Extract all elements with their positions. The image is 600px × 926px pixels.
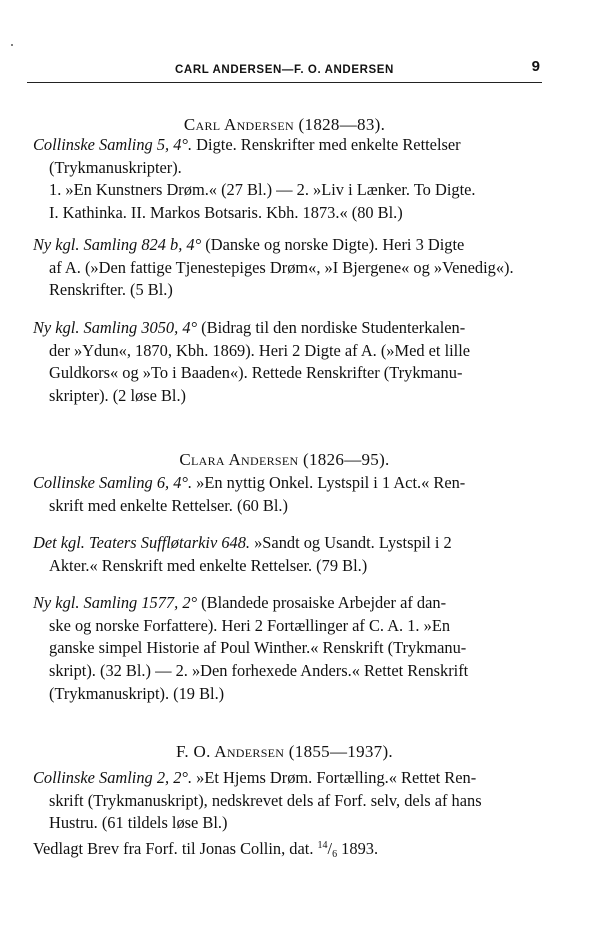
header-rule [27,82,542,83]
section-heading-f-o-andersen: F. O. Andersen (1855—1937). [176,742,393,761]
stray-ink-mark [11,44,13,46]
entry-line: (Trykmanuskript). (19 Bl.) [49,683,225,703]
entry-collinske-6 [33,472,543,517]
entry-line: Akter.« Renskrift med enkelte Rettelser. (79 Bl.) [49,555,368,575]
entry-ny-kgl-1577 [33,592,543,705]
entry-line: (Trykmanuskripter). [49,157,182,177]
section-heading-carl-andersen: Carl Andersen (1828—83). [183,115,386,134]
source-reference: Collinske Samling 6, 4°. [33,473,193,492]
entry-line: Ny kgl. Samling 3050, 4° (Bidrag til den nordiske Studenterkalen- [33,318,466,337]
entry-line: skripter). (2 løse Bl.) [49,386,187,406]
entry-line: Collinske Samling 2, 2°. »Et Hjems Drøm. Fortælling.« Rettet Ren- [33,768,477,787]
entry-line: ske og norske Forfattere). Heri 2 Fortællinger af C. A. 1. »En [49,615,451,635]
entry-line: af A. (»Den fattige Tjenestepiges Drøm«, »I Bjergene« og »Venedig«). [49,257,514,277]
page-number: 9 [531,58,540,75]
entry-line: skrift med enkelte Rettelser. (60 Bl.) [49,495,288,515]
entry-line: Ny kgl. Samling 1577, 2° (Blandede prosaiske Arbejder af dan- [33,593,447,612]
source-reference: Collinske Samling 5, 4°. [33,135,193,154]
date-day-superscript: 14 [317,840,328,852]
entry-line: Guldkors« og »To i Baaden«). Rettede Renskrifter (Trykmanu- [49,363,463,383]
entry-line: Hustru. (61 tildels løse Bl.) [49,813,228,833]
source-reference: Ny kgl. Samling 1577, 2° [33,593,198,612]
running-head [27,58,542,80]
entry-line: ganske simpel Historie af Poul Winther.« Renskrift (Trykmanu- [49,638,467,658]
entry-ny-kgl-824b [33,234,543,302]
entry-line: 1. »En Kunstners Drøm.« (27 Bl.) — 2. »Liv i Lænker. To Digte. [49,180,476,200]
source-reference: Ny kgl. Samling 3050, 4° [33,318,198,337]
source-reference: Ny kgl. Samling 824 b, 4° [33,235,202,254]
entry-line: Renskrifter. (5 Bl.) [49,280,173,300]
entry-line: Collinske Samling 6, 4°. »En nyttig Onkel. Lystspil i 1 Act.« Ren- [33,473,466,492]
entry-ny-kgl-3050 [33,317,543,408]
entry-line: Collinske Samling 5, 4°. Digte. Renskrifter med enkelte Rettelser [33,135,461,154]
entry-line: skript). (32 Bl.) — 2. »Den forhexede Anders.« Rettet Renskrift [49,661,469,681]
source-reference: Collinske Samling 2, 2°. [33,768,193,787]
section-heading-clara-andersen: Clara Andersen (1826—95). [179,450,390,469]
source-reference: Det kgl. Teaters Suffløtarkiv 648. [33,533,251,552]
entry-teaters-suffloerarkiv [33,532,543,577]
entry-line: Det kgl. Teaters Suffløtarkiv 648. »Sandt og Usandt. Lystspil i 2 [33,533,452,552]
entry-collinske-2 [33,767,543,861]
entry-line: skrift (Trykmanuskript), nedskrevet dels af Forf. selv, dels af hans [49,790,482,810]
entry-collinske-5 [33,134,543,225]
running-title: CARL ANDERSEN—F. O. ANDERSEN [175,64,394,76]
entry-line: der »Ydun«, 1870, Kbh. 1869). Heri 2 Digte af A. (»Med et lille [49,340,471,360]
entry-line: I. Kathinka. II. Markos Botsaris. Kbh. 1873.« (80 Bl.) [49,203,403,223]
entry-line: Ny kgl. Samling 824 b, 4° (Danske og norske Digte). Heri 3 Digte [33,235,465,254]
date-month-subscript: 6 [332,849,338,861]
entry-line: Vedlagt Brev fra Forf. til Jonas Collin, dat. $^{14}/_6$ 1893. [33,839,379,861]
